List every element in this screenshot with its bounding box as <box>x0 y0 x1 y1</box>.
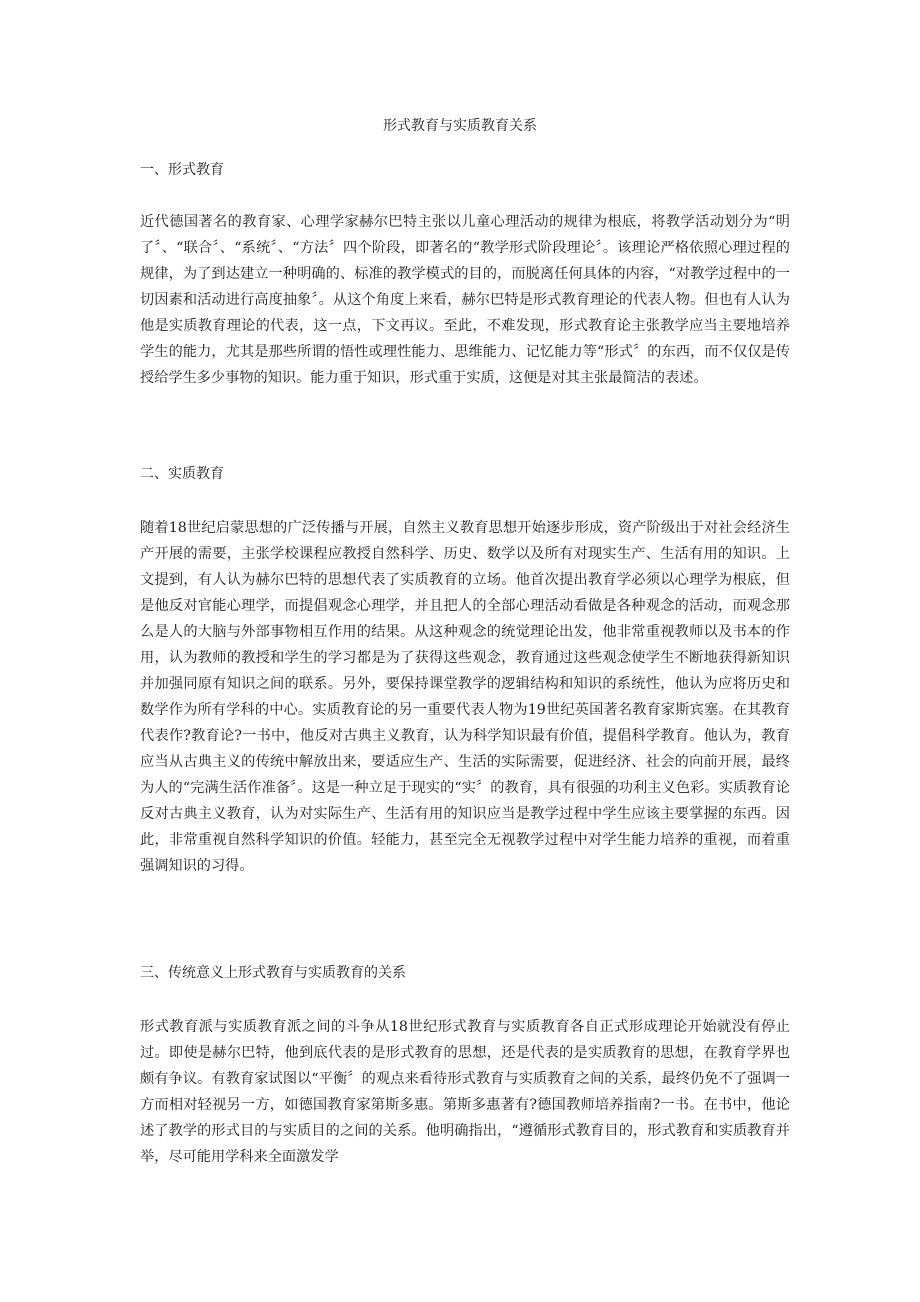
section-heading-formal-education: 一、形式教育 <box>140 162 224 178</box>
document-title: 形式教育与实质教育关系 <box>383 118 537 134</box>
section-paragraph-formal-education: 近代德国著名的教育家、心理学家赫尔巴特主张以儿童心理活动的规律为根底，将教学活动划分为“明了〞、“联合〞、“系统〞、“方法〞四个阶段，即著名的“教学形式阶段理论〞。该理论严格依照心理过程的规律，为了到达建立一种明确的、标准的教学模式的目的，而脱离任何具体的内容，“对教学过程中的一切因素和活动进行高度抽象〞。从这个角度上来看，赫尔巴特是形式教育理论的代表人物。但也有人认为他是实质教育理论的代表，这一点，下文再议。至此，不难发现，形式教育论主张教学应当主要地培养学生的能力，尤其是那些所谓的悟性或理性能力、思维能力、记忆能力等“形式〞的东西，而不仅仅是传授给学生多少事物的知识。能力重于知识，形式重于实质，这便是对其主张最简洁的表述。 <box>140 214 790 386</box>
section-paragraph-relationship: 形式教育派与实质教育派之间的斗争从18世纪形式教育与实质教育各自正式形成理论开始就没有停止过。即使是赫尔巴特，他到底代表的是形式教育的思想，还是代表的是实质教育的思想，在教育学界也颇有争议。有教育家试图以“平衡〞的观点来看待形式教育与实质教育之间的关系，最终仍免不了强调一方而相对轻视另一方，如德国教育家第斯多惠。第斯多惠著有?德国教师培养指南?一书。在书中，他论述了教学的形式目的与实质目的之间的关系。他明确指出，“遵循形式教育目的，形式教育和实质教育并举，尽可能用学科来全面激发学 <box>140 1019 790 1165</box>
section-heading-material-education: 二、实质教育 <box>140 466 224 482</box>
section-paragraph-material-education: 随着18世纪启蒙思想的广泛传播与开展，自然主义教育思想开始逐步形成，资产阶级出于对社会经济生产开展的需要，主张学校课程应教授自然科学、历史、数学以及所有对现实生产、生活有用的知识。上文提到，有人认为赫尔巴特的思想代表了实质教育的立场。他首次提出教育学必须以心理学为根底，但是他反对官能心理学，而提倡观念心理学，并且把人的全部心理活动看做是各种观念的活动，而观念那么是人的大脑与外部事物相互作用的结果。从这种观念的统觉理论出发，他非常重视教师以及书本的作用，认为教师的教授和学生的学习都是为了获得这些观念，教育通过这些观念使学生不断地获得新知识并加强同原有知识之间的联系。另外，要保持课堂教学的逻辑结构和知识的系统性，他认为应将历史和数学作为所有学科的中心。实质教育论的另一重要代表人物为19世纪英国著名教育家斯宾塞。在其教育代表作?教育论?一书中，他反对古典主义教育，认为科学知识最有价值，提倡科学教育。他认为，教育应当从古典主义的传统中解放出来，要适应生产、生活的实际需要，促进经济、社会的向前开展，最终为人的“完满生活作准备〞。这是一种立足于现实的“实〞的教育，具有很强的功利主义色彩。实质教育论反对古典主义教育，认为对实际生产、生活有用的知识应当是教学过程中学生应该主要掌握的东西。因此，非常重视自然科学知识的价值。轻能力，甚至完全无视教学过程中对学生能力培养的重视，而着重强调知识的习得。 <box>140 520 790 874</box>
section-heading-relationship: 三、传统意义上形式教育与实质教育的关系 <box>140 965 406 981</box>
